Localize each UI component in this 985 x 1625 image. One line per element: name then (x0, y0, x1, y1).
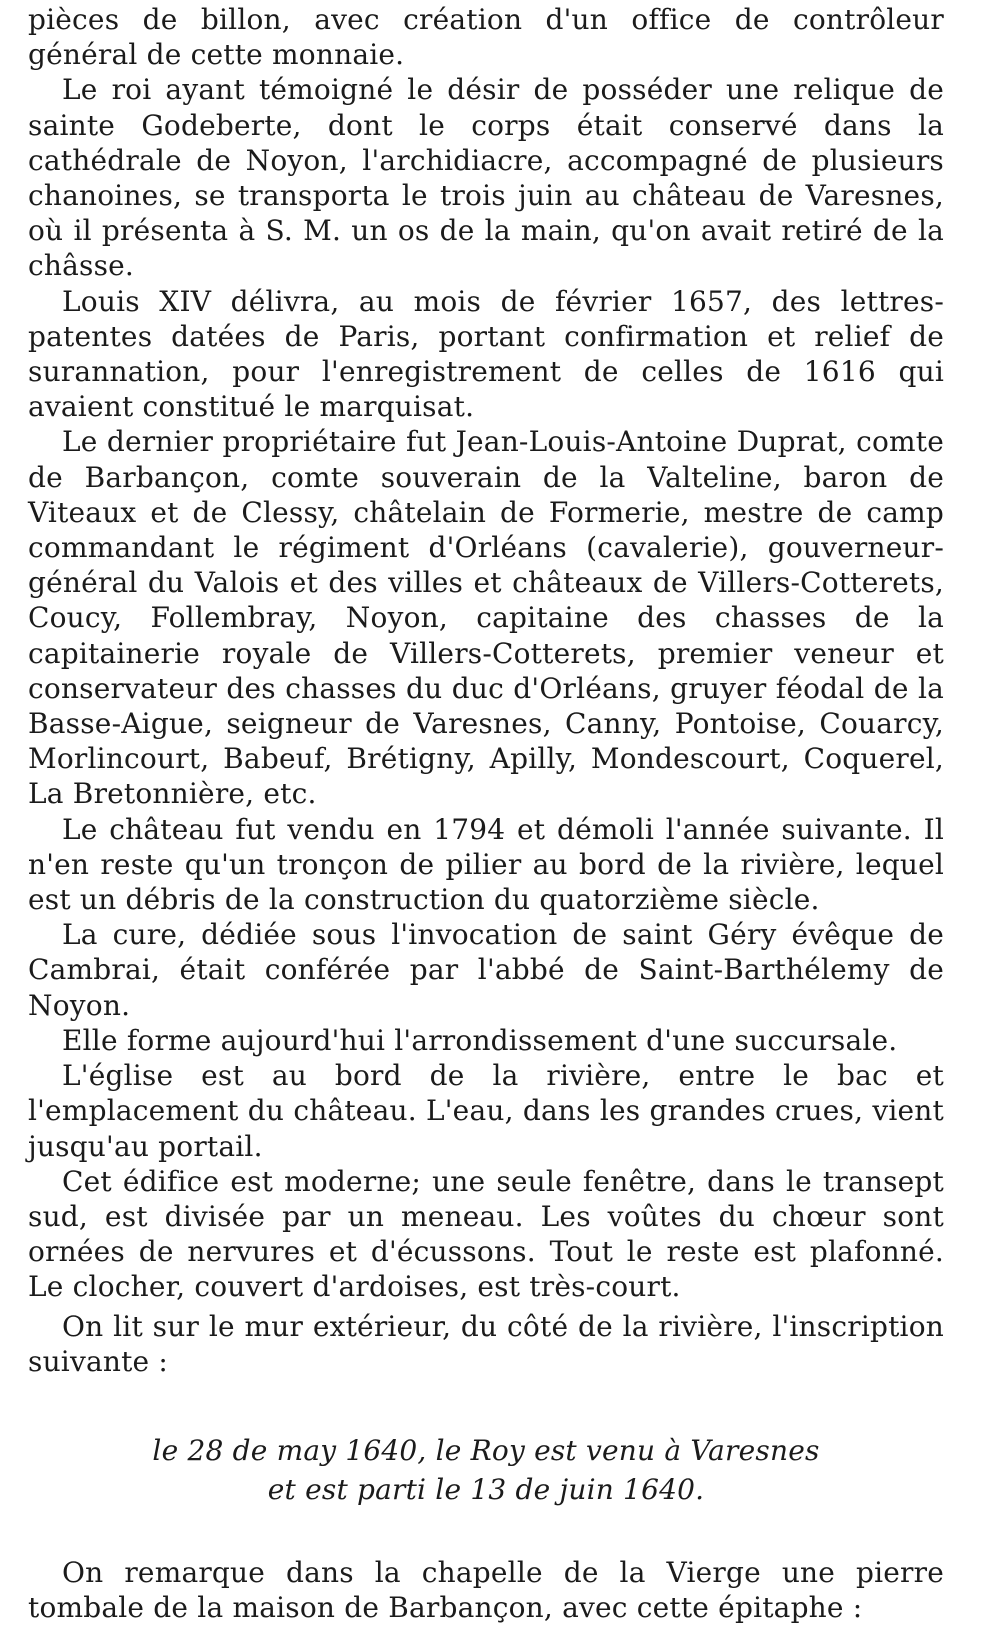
paragraph-edifice: Cet édifice est moderne; une seule fenêtre, dans le transept sud, est divisée par un meneau. Les voûtes du chœur sont ornées de nervures et d'écussons. Tout le reste est plafonné. Le clocher, couvert d'ardoises, est très-court. (28, 1164, 944, 1304)
paragraph-epitaphe: On remarque dans la chapelle de la Vierge une pierre tombale de la maison de Barbançon, avec cette épitaphe : (28, 1555, 944, 1625)
inscription-line-1: le 28 de may 1640, le Roy est venu à Varesnes (152, 1433, 820, 1467)
paragraph-chateau-vendu: Le château fut vendu en 1794 et démoli l'année suivante. Il n'en reste qu'un tronçon de pilier au bord de la rivière, lequel est un débris de la construction du quatorzième siècle. (28, 812, 944, 917)
inscription-line-2: et est parti le 13 de juin 1640. (267, 1472, 705, 1506)
paragraph-cure: La cure, dédiée sous l'invocation de saint Géry évêque de Cambrai, était conférée par l'abbé de Saint-Barthélemy de Noyon. (28, 918, 944, 1022)
paragraph-succursale: Elle forme aujourd'hui l'arrondissement d'une succursale. (62, 1023, 898, 1057)
document-page (28, 2, 944, 1625)
paragraph-relique: Le roi ayant témoigné le désir de posséder une relique de sainte Godeberte, dont le corps était conservé dans la cathédrale de Noyon, l'archidiacre, accompagné de plusieurs chanoines, se transporta le trois juin au château de Varesnes, où il présenta à S. M. un os de la main, qu'on avait retiré de la châsse. (28, 73, 944, 283)
paragraph-billon: pièces de billon, avec création d'un office de contrôleur général de cette monnaie. (28, 3, 944, 72)
inscription-block (28, 1431, 944, 1509)
paragraph-lettres-patentes: Louis XIV délivra, au mois de février 1657, des lettres-patentes datées de Paris, portant confirmation et relief de surannation, pour l'enregistrement de celles de 1616 qui avaient constitué le marquisat. (28, 284, 944, 424)
paragraph-inscription-intro: On lit sur le mur extérieur, du côté de la rivière, l'inscription suivante : (28, 1309, 944, 1378)
paragraph-eglise: L'église est au bord de la rivière, entre le bac et l'emplacement du château. L'eau, dans les grandes crues, vient jusqu'au portail. (28, 1059, 944, 1163)
paragraph-proprietaire: Le dernier propriétaire fut Jean-Louis-Antoine Duprat, comte de Barbançon, comte souverain de la Valteline, baron de Viteaux et de Clessy, châtelain de Formerie, mestre de camp commandant le régiment d'Orléans (cavalerie), gouverneur-général du Valois et des villes et châteaux de Villers-Cotterets, Coucy, Follembray, Noyon, capitaine des chasses de la capitainerie royale de Villers-Cotterets, premier veneur et conservateur des chasses du duc d'Orléans, gruyer féodal de la Basse-Aigue, seigneur de Varesnes, Canny, Pontoise, Couarcy, Morlincourt, Babeuf, Brétigny, Apilly, Mondescourt, Coquerel, La Bretonnière, etc. (28, 425, 944, 811)
